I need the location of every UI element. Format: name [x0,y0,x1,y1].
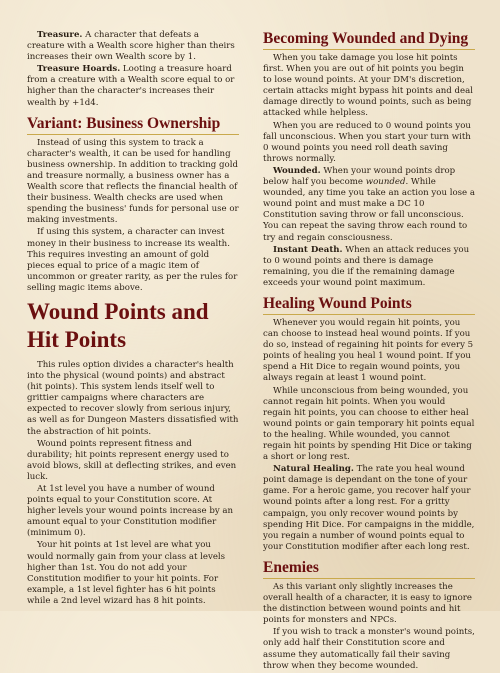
hoards-term: Treasure Hoards. [37,64,121,75]
variant-paragraph-2: If using this system, a character can invest money in their business to increase its wealth. This requires investing an amount of gold pieces equal to price of a magic item of uncommon or greater rarity, as per the rules for selling magic items above. [27,227,238,293]
wp-paragraph-2: Wound points represent fitness and durability; hit points represent energy used to avoid blows, skill at deflecting strikes, and even luck. [27,438,237,482]
natural-healing-paragraph [263,464,475,553]
wp-paragraph-1: This rules option divides a character's health into the physical (wound points) and abstract (hit points). This system lends itself well to grittier campaigns where characters are expected to recover slowly from serious injury, as well as for Dungeon Masters dissatisfied with the abstraction of hit points. [27,359,239,437]
becoming-paragraph-1: When you take damage you lose hit points first. When you are out of hit points you begin to lose wound points. At your DM's discretion, certain attacks might bypass hit points and deal damage directly to wound points, such as being attacked while helpless. [263,53,473,119]
wounded-italic: wounded [365,177,406,188]
hoards-paragraph [27,64,239,108]
enemies-paragraph-1: As this variant only slightly increases the overall health of a character, it is easy to ignore the distinction between wound points and hit points for monsters and NPCs. [263,581,472,626]
wounded-paragraph [263,166,475,244]
instant-death-term: Instant Death. [273,244,343,255]
wounded-text-b: . While wounded, any time you take an action you lose a wound point and must make a DC 10 Constitution saving throw or fall unconscious. You can repeat the saving throw each round to try and regain consciousness. [263,177,475,243]
left-column [27,30,239,608]
natural-healing-text: The rate you heal wound point damage is dependant on the tone of your game. For a heroic game, you recover half your wound points after a long rest. For a gritty campaign, you only recover wound points by spending Hit Dice. For campaigns in the middle, you regain a number of wound points equal to your Constitution modifier after each long rest. [263,464,475,552]
healing-heading: Healing Wound Points [263,295,475,315]
wounded-text-a: When your wound points drop below half you become [263,165,456,188]
enemies-heading: Enemies [263,559,475,579]
hoards-text: Looting a treasure hoard from a creature with a Wealth score equal to or higher than the character's increases their wealth by +1d4. [27,64,235,108]
becoming-wounded-heading: Becoming Wounded and Dying [263,30,475,50]
variant-paragraph-1: Instead of using this system to track a character's wealth, it can be used for handling business ownership. In addition to tracking gold and treasure normally, a business owner has a Wealth score that reflects the financial health of their business. Wealth checks are used when spending the business' funds for personal use or making investments. [27,137,239,226]
healing-paragraph-2: While unconscious from being wounded, you cannot regain hit points. When you would regain hit points, you can choose to either heal wound points or gain temporary hit points equal to the healing. While wounded, you cannot regain hit points by spending Hit Dice or taking a short or long rest. [263,385,475,463]
variant-heading: Variant: Business Ownership [27,115,239,135]
treasure-text: A character that defeats a creature with a Wealth score higher than theirs increases their own Wealth score by 1. [27,30,235,63]
healing-paragraph-1: Whenever you would regain hit points, you can choose to instead heal wound points. If you do so, instead of regaining hit points for every 5 points of healing you heal 1 wound point. If you spend a Hit Dice to regain wound points, you always regain at least 1 wound point. [263,317,474,384]
treasure-paragraph [27,30,239,63]
right-column [263,30,475,673]
wounded-term: Wounded. [273,165,321,176]
treasure-term: Treasure. [37,30,83,40]
instant-death-text: When an attack reduces you to 0 wound points and there is damage remaining, you die if the remaining damage exceeds your wound point maximum. [263,244,470,288]
wp-paragraph-4: Your hit points at 1st level are what you would normally gain from your class at levels higher than 1st. You do not add your Constitution modifier to your hit points. For example, a 1st level fighter has 6 hit points while a 2nd level wizard has 8 hit points. [27,540,226,606]
instant-death-paragraph [263,245,475,289]
becoming-paragraph-2: When you are reduced to 0 wound points you fall unconscious. When you start your turn with 0 wound points you need roll death saving throws normally. [263,120,471,164]
wp-paragraph-3: At 1st level you have a number of wound points equal to your Constitution score. At higher levels your wound points increase by an amount equal to your Constitution modifier (minimum 0). [27,484,234,539]
enemies-paragraph-2: If you wish to track a monster's wound points, only add half their Constitution score and assume they automatically fail their saving throw when they become wounded. [263,627,475,671]
natural-healing-term: Natural Healing. [273,464,354,475]
wound-points-heading: Wound Points and Hit Points [27,298,209,352]
